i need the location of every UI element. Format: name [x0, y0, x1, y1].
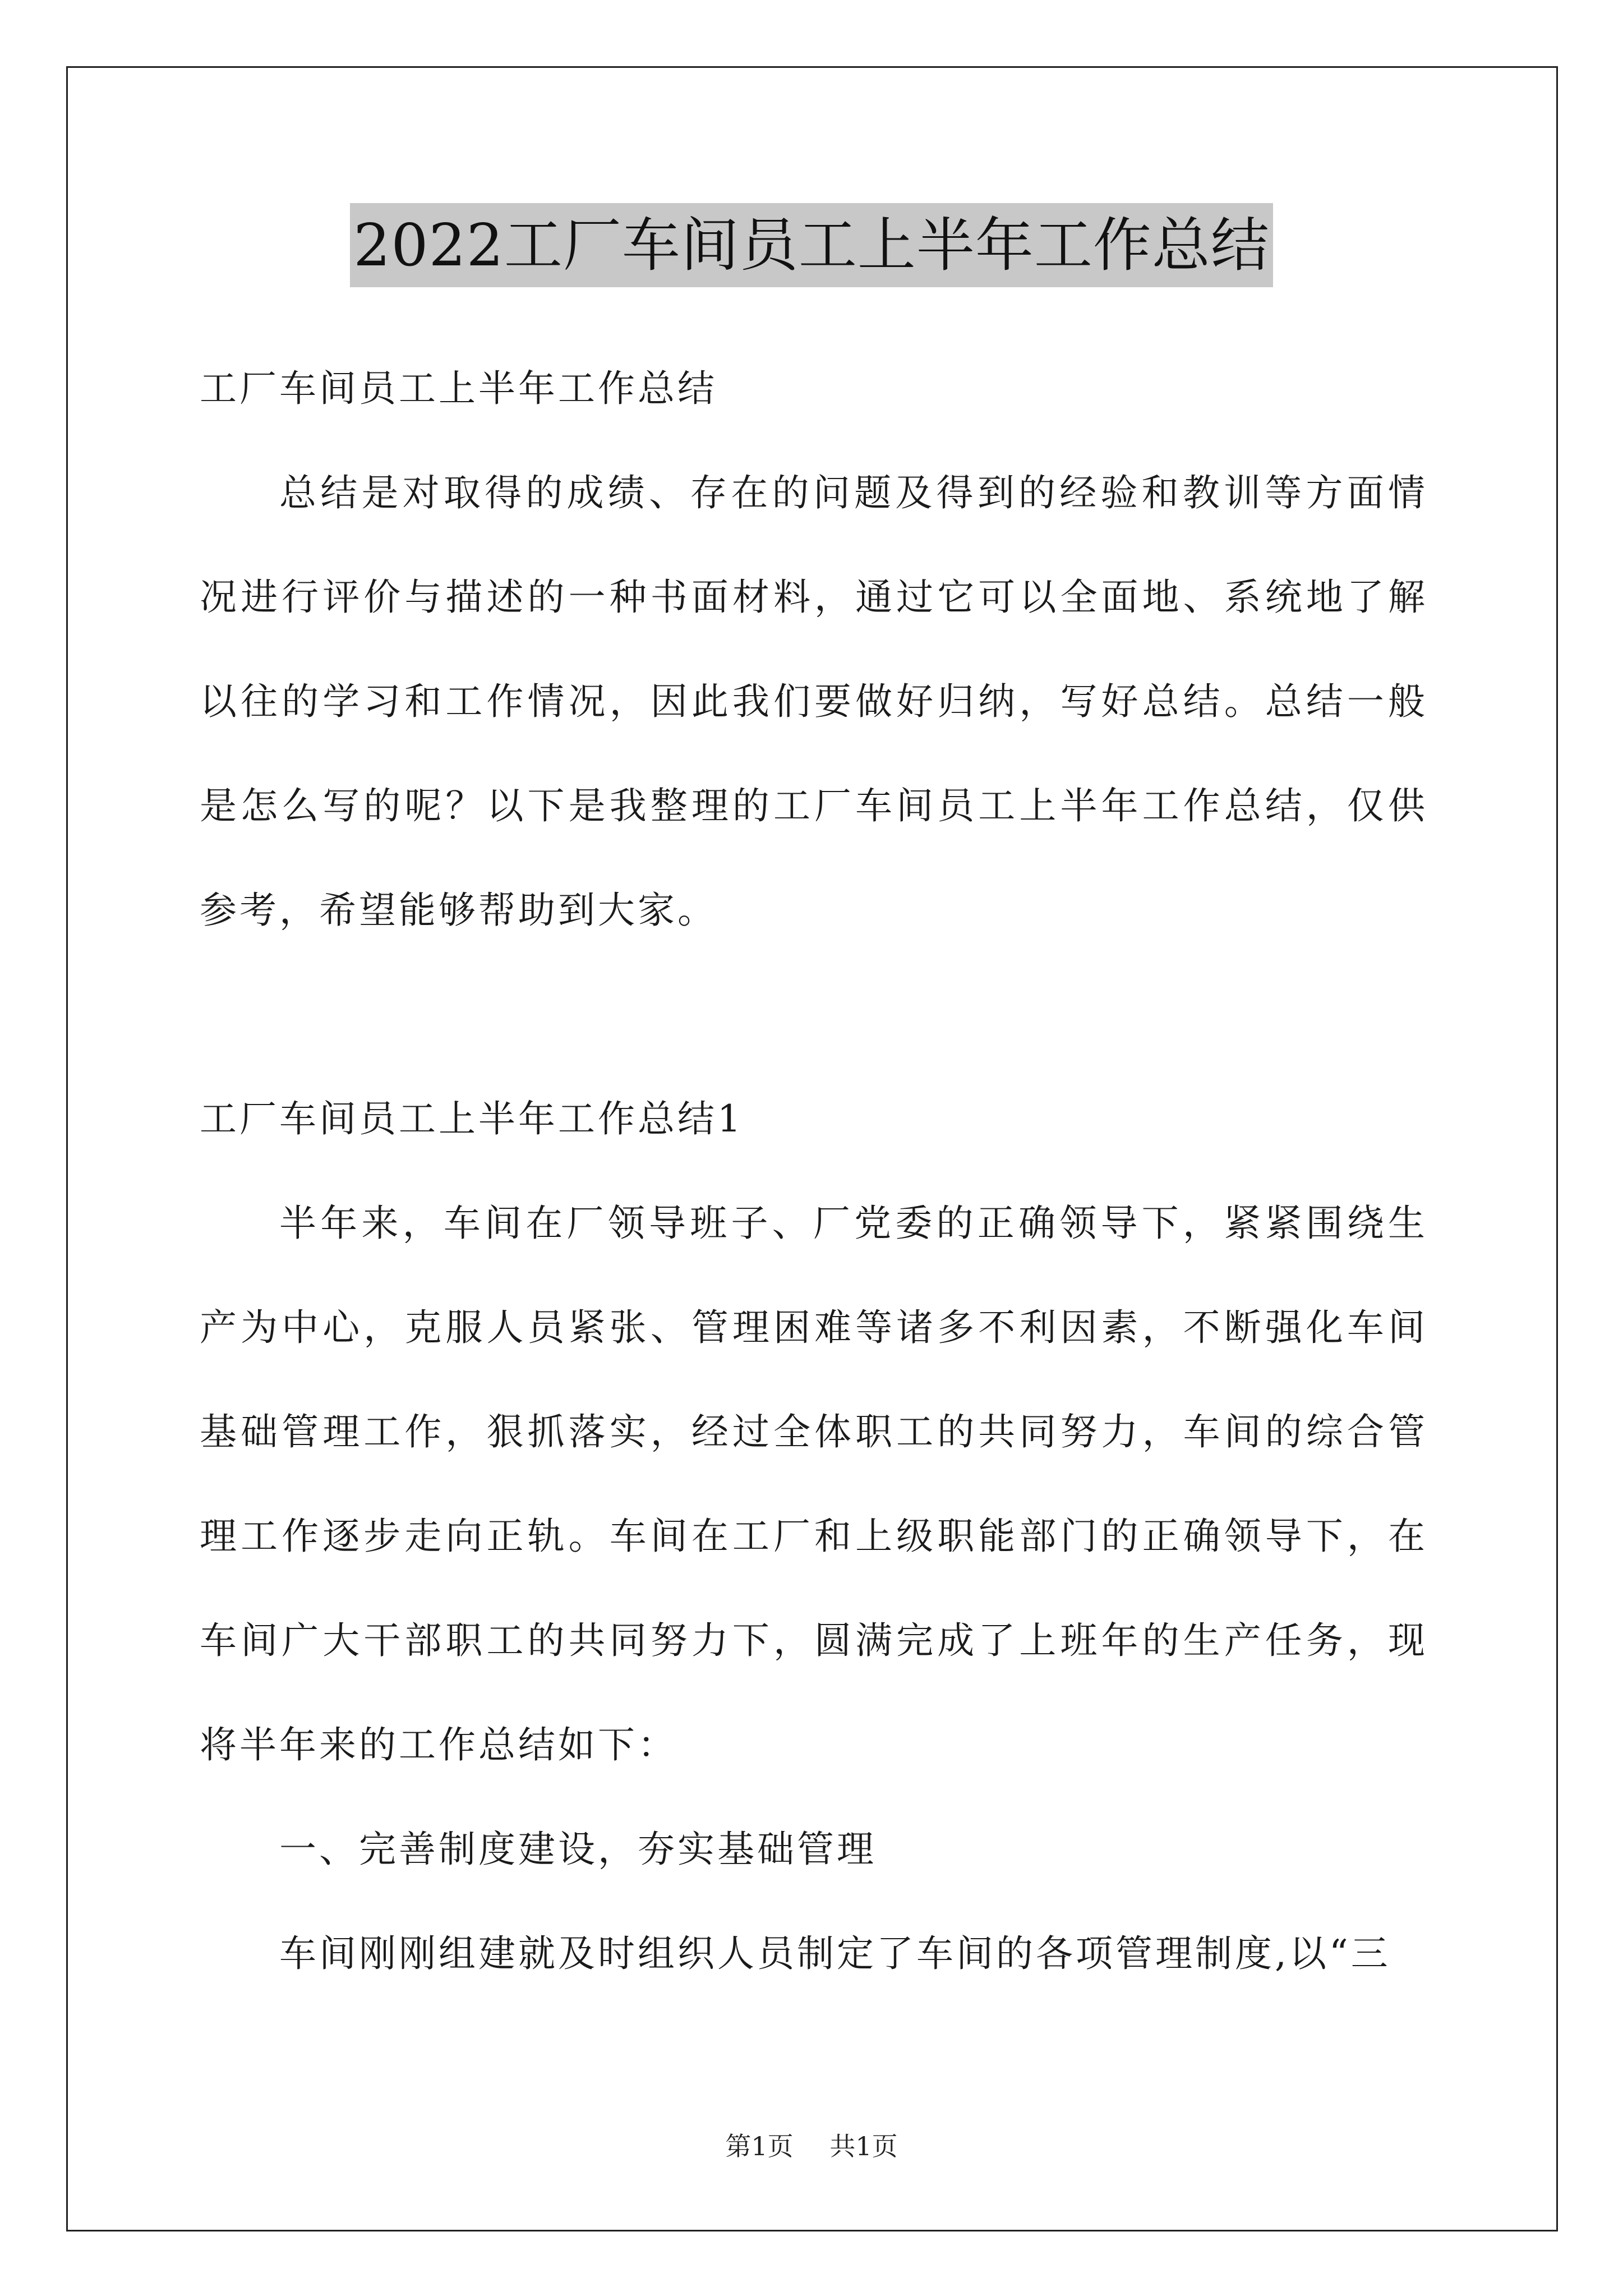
subheading-1: 一、完善制度建设，夯实基础管理	[279, 1828, 877, 1871]
intro-paragraph: 总结是对取得的成绩、存在的问题及得到的经验和教训等方面情况进行评价与描述的一种书面材料，通过它可以全面地、系统地了解以往的学习和工作情况，因此我们要做好归纳，写好总结。总结一般是怎么写的呢？以下是我整理的工厂车间员工上半年工作总结，仅供参考，希望能够帮助到大家。	[200, 471, 1428, 932]
title-area	[0, 203, 1623, 287]
subtitle: 工厂车间员工上半年工作总结	[200, 367, 717, 410]
document-title: 2022工厂车间员工上半年工作总结	[350, 203, 1273, 287]
page-number-total: 共1页	[829, 2131, 898, 2161]
document-body	[200, 337, 1428, 2006]
page-footer	[0, 2126, 1623, 2163]
section-heading: 工厂车间员工上半年工作总结1	[200, 1097, 744, 1140]
section-paragraph: 半年来，车间在厂领导班子、厂党委的正确领导下，紧紧围绕生产为中心，克服人员紧张、管理困难等诸多不利因素，不断强化车间基础管理工作，狠抓落实，经过全体职工的共同努力，车间的综合管理工作逐步走向正轨。车间在工厂和上级职能部门的正确领导下，在车间广大干部职工的共同努力下，圆满完成了上班年的生产任务，现将半年来的工作总结如下：	[200, 1202, 1428, 1766]
page-number-current: 第1页	[725, 2131, 794, 2161]
last-paragraph: 车间刚刚组建就及时组织人员制定了车间的各项管理制度,以“三	[279, 1932, 1391, 1975]
